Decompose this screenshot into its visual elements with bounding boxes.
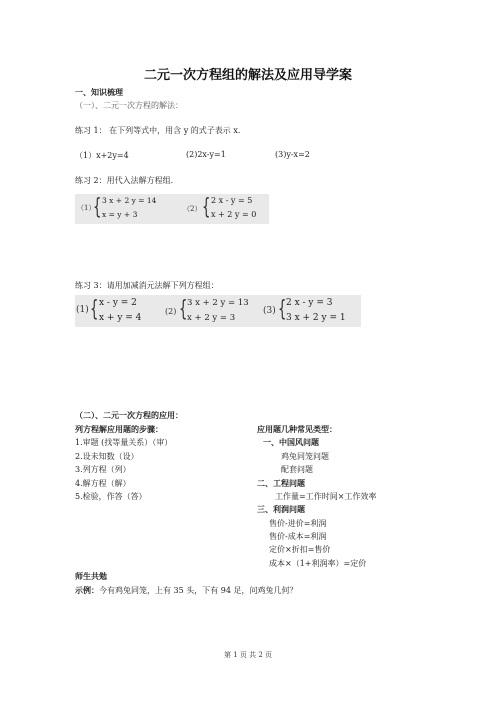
ex2-system-2-label: （2） (183, 205, 202, 213)
brace-icon: { (202, 195, 211, 220)
types-heading: 应用题几种常见类型： (257, 425, 337, 434)
step-item: 5.检验，作答（答） (75, 492, 147, 501)
type-item: 鸡兔同笼问题 (281, 452, 329, 461)
step-item: 1.审题 (找等量关系）（审） (75, 438, 173, 447)
step-item: 3.列方程（列） (75, 465, 131, 474)
exercise-3-prompt: 练习 3：请用加减消元法解下列方程组： (75, 281, 219, 290)
example-label: 示例： (75, 586, 99, 595)
type-item: 定价×折扣=售价 (269, 545, 331, 554)
ex2-system-2-eq2: x + 2 y = 0 (211, 210, 257, 219)
exercise-3-equations-image (75, 295, 361, 327)
ex3-system-3-label: (3) (263, 306, 276, 316)
type-item: 售价-成本=利润 (269, 532, 327, 541)
step-item: 4.解方程（解） (75, 479, 131, 488)
steps-heading: 列方程解应用题的步骤： (75, 425, 163, 434)
ex3-system-3-eq2: 3 x + 2 y = 1 (286, 313, 346, 323)
section-heading-knowledge: 一、知识梳理 (75, 88, 123, 97)
study-heading: 师生共勉 (75, 572, 107, 581)
brace-icon: { (90, 297, 99, 322)
type-heading-chinese-style: 一、中国风问题 (263, 438, 319, 447)
ex3-system-3-eq1: 2 x - y = 3 (286, 298, 333, 308)
exercise-2-equations-image (75, 194, 269, 224)
type-heading-engineering: 二、工程问题 (257, 479, 305, 488)
example-line (75, 585, 298, 596)
type-heading-profit: 三、利润问题 (257, 505, 305, 514)
type-item: 工作量=工作时间×工作效率 (275, 492, 377, 501)
exercise-2-prompt: 练习 2：用代入法解方程组. (75, 176, 174, 185)
type-item: 配套问题 (281, 465, 313, 474)
ex3-system-1-eq1: x - y = 2 (99, 298, 137, 308)
type-item: 售价-进价=利润 (269, 519, 327, 528)
example-text: 今有鸡兔同笼，上有 35 头，下有 94 足，问鸡兔几何？ (99, 586, 298, 595)
exercise-1-prompt: 练习 1： 在下列等式中，用含 y 的式子表示 x. (75, 126, 241, 135)
step-item: 2.设未知数（设） (75, 452, 139, 461)
ex3-system-1-label: (1) (76, 305, 89, 315)
ex3-system-2-label: (2) (165, 307, 177, 316)
ex2-system-2-eq1: 2 x - y = 5 (211, 196, 253, 205)
ex3-system-1-eq2: x + y = 4 (99, 313, 142, 323)
exercise-1-item-2: (2)2x-y=1 (186, 150, 226, 159)
brace-icon: { (278, 297, 287, 322)
page-title: 二元一次方程组的解法及应用导学案 (143, 68, 352, 83)
subsection-application: （二）、二元一次方程的应用： (75, 411, 183, 420)
ex3-system-2-eq2: x + 2 y = 3 (187, 313, 236, 323)
ex2-system-1-eq1: 3 x + 2 y = 14 (102, 196, 157, 205)
subsection-solving: （一）、二元一次方程的解法： (75, 101, 183, 110)
brace-icon: { (93, 195, 102, 220)
type-item: 成本×（1+利润率）=定价 (269, 559, 367, 568)
exercise-1-item-1: （1）x+2y=4 (75, 151, 129, 160)
brace-icon: { (179, 297, 188, 322)
page-footer: 第 1 页 共 2 页 (223, 651, 273, 659)
ex2-system-1-label: （1） (77, 204, 96, 212)
ex2-system-1-eq2: x = y + 3 (102, 210, 138, 219)
ex3-system-2-eq1: 3 x + 2 y = 13 (187, 298, 249, 308)
exercise-1-item-3: (3)y-x=2 (275, 150, 310, 159)
